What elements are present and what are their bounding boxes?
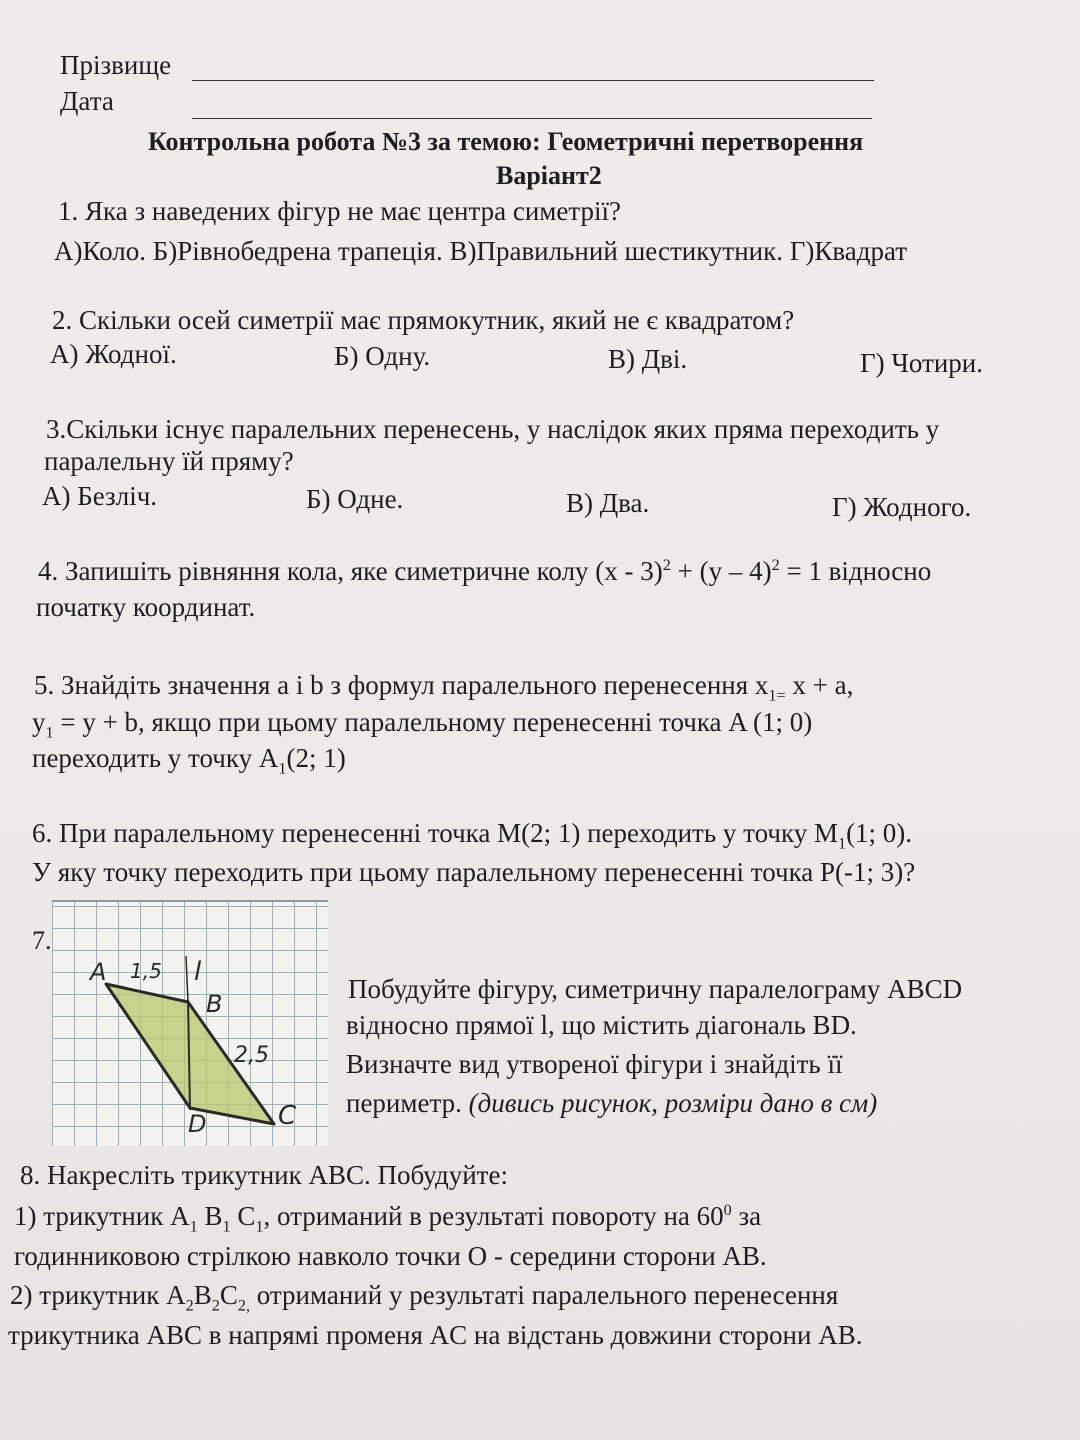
q4-text-end: = 1 відносно xyxy=(779,556,932,586)
question-7-line-4 xyxy=(346,1088,877,1119)
question-7-line-1: Побудуйте фігуру, симетричну паралелограму ABCD xyxy=(348,974,963,1004)
q8-item2-end: отриманий у результаті паралельного перенесення xyxy=(249,1280,839,1310)
q8-sub-c1: 1 xyxy=(255,1217,264,1236)
question-8-item-2 xyxy=(10,1280,838,1315)
q8-sub-c2: 2, xyxy=(237,1296,250,1315)
q5-y: y xyxy=(32,707,46,737)
question-2-text: 2. Скільки осей симетрії має прямокутник, який не є квадратом? xyxy=(52,305,795,335)
q5-subscript-a: 1 xyxy=(278,759,287,778)
question-8-line-1: 8. Накресліть трикутник ABC. Побудуйте: xyxy=(20,1160,508,1190)
q8-item1-end: , отриманий в результаті повороту на 60 xyxy=(263,1201,724,1231)
q4-exponent-1: 2 xyxy=(662,556,671,574)
q6-subscript-m: 1 xyxy=(837,834,847,853)
question-3-line-1: 3.Скільки існує паралельних перенесень, у наслідок яких пряма переходить у xyxy=(46,414,940,444)
q8-sub-b1: 1 xyxy=(222,1217,231,1236)
q5-line2-text: = y + b, якщо при цьому паралельному перенесенні точка A (1; 0) xyxy=(53,707,813,737)
variant-label: Варіант2 xyxy=(496,161,602,190)
question-3-option-c: В) Два. xyxy=(566,488,650,518)
question-7-line-3: Визначте вид утвореної фігури і знайдіть її xyxy=(346,1049,843,1079)
q5-text-end: x + a, xyxy=(785,670,854,700)
q7-grid-figure xyxy=(52,900,328,1146)
question-2-option-a: А) Жодної. xyxy=(50,339,177,369)
q7-line4-start: периметр. xyxy=(346,1088,469,1118)
question-6-line-1 xyxy=(32,818,912,853)
question-4-line-2: початку координат. xyxy=(36,592,256,622)
date-label: Дата xyxy=(60,86,114,116)
q5-text-start: 5. Знайдіть значення a і b з формул паралельного перенесення x xyxy=(34,670,769,700)
question-5-line-1 xyxy=(34,670,853,705)
surname-line xyxy=(192,80,874,81)
q5-line3-end: (2; 1) xyxy=(286,743,346,773)
q8-degree: 0 xyxy=(723,1201,732,1219)
question-8-item-1 xyxy=(14,1201,761,1236)
q8-item2-b: B xyxy=(193,1280,212,1310)
q8-item1-start: 1) трикутник A xyxy=(14,1201,190,1231)
question-3-option-d: Г) Жодного. xyxy=(832,492,972,522)
q8-sub-b2: 2 xyxy=(211,1296,220,1315)
q7-line4-note: (дивись рисунок, розміри дано в см) xyxy=(468,1088,878,1118)
label-l: l xyxy=(194,957,202,987)
q8-sub-a1: 1 xyxy=(189,1217,198,1236)
label-b: B xyxy=(206,990,223,1018)
question-3-line-2: паралельну їй пряму? xyxy=(44,446,294,476)
date-line xyxy=(192,118,872,119)
label-d: D xyxy=(188,1110,207,1138)
question-3-option-b: Б) Одне. xyxy=(306,484,404,514)
question-2-option-c: В) Дві. xyxy=(608,344,688,374)
q8-item1-b: B xyxy=(197,1201,223,1231)
q4-exponent-2: 2 xyxy=(771,556,780,574)
line-l xyxy=(186,956,188,1002)
surname-label: Прізвище xyxy=(60,50,172,80)
parallelogram-drawing xyxy=(52,902,328,1146)
label-c: C xyxy=(278,1101,297,1131)
q4-text-mid: + (y – 4) xyxy=(670,556,772,586)
q6-line1-end: (1; 0). xyxy=(846,818,913,848)
q4-text-start: 4. Запишіть рівняння кола, яке симетричне колу (x - 3) xyxy=(38,556,663,586)
q8-item2-start: 2) трикутник A xyxy=(10,1280,186,1310)
question-5-line-3 xyxy=(32,743,346,778)
question-8-item-2-line-2: трикутника ABC в напрямі променя AC на відстань довжини сторони AB. xyxy=(8,1320,863,1350)
length-ab: 1,5 xyxy=(130,959,162,983)
page-title: Контрольна робота №3 за темою: Геометричні перетворення xyxy=(148,127,864,156)
question-5-line-2 xyxy=(32,707,812,742)
question-1-text: 1. Яка з наведених фігур не має центра симетрії? xyxy=(58,196,621,226)
question-4-line-1 xyxy=(38,556,931,587)
q5-subscript-y: 1 xyxy=(45,723,54,742)
question-2-option-d: Г) Чотири. xyxy=(860,348,983,378)
question-7-number: 7. xyxy=(32,926,52,955)
q8-item1-tail: за xyxy=(731,1201,762,1231)
q5-subscript-1: 1= xyxy=(768,686,786,705)
label-a: A xyxy=(90,958,107,986)
question-3-option-a: А) Безліч. xyxy=(42,481,158,511)
question-2-option-b: Б) Одну. xyxy=(334,341,431,371)
q8-item2-c: C xyxy=(219,1280,238,1310)
question-7-line-2: відносно прямої l, що містить діагональ BD. xyxy=(346,1010,857,1040)
question-1-options: А)Коло. Б)Рівнобедрена трапеція. В)Правильний шестикутник. Г)Квадрат xyxy=(54,236,908,266)
q6-line1-start: 6. При паралельному перенесенні точка M(2; 1) переходить у точку M xyxy=(32,818,838,848)
q8-item1-c: C xyxy=(230,1201,256,1231)
length-bc: 2,5 xyxy=(234,1043,269,1068)
q5-line3-start: переходить у точку A xyxy=(32,743,279,773)
q8-sub-a2: 2 xyxy=(185,1296,194,1315)
question-8-item-1-line-2: годинниковою стрілкою навколо точки O - середини сторони AB. xyxy=(14,1241,767,1271)
question-6-line-2: У яку точку переходить при цьому паралельному перенесенні точка P(-1; 3)? xyxy=(32,857,916,887)
